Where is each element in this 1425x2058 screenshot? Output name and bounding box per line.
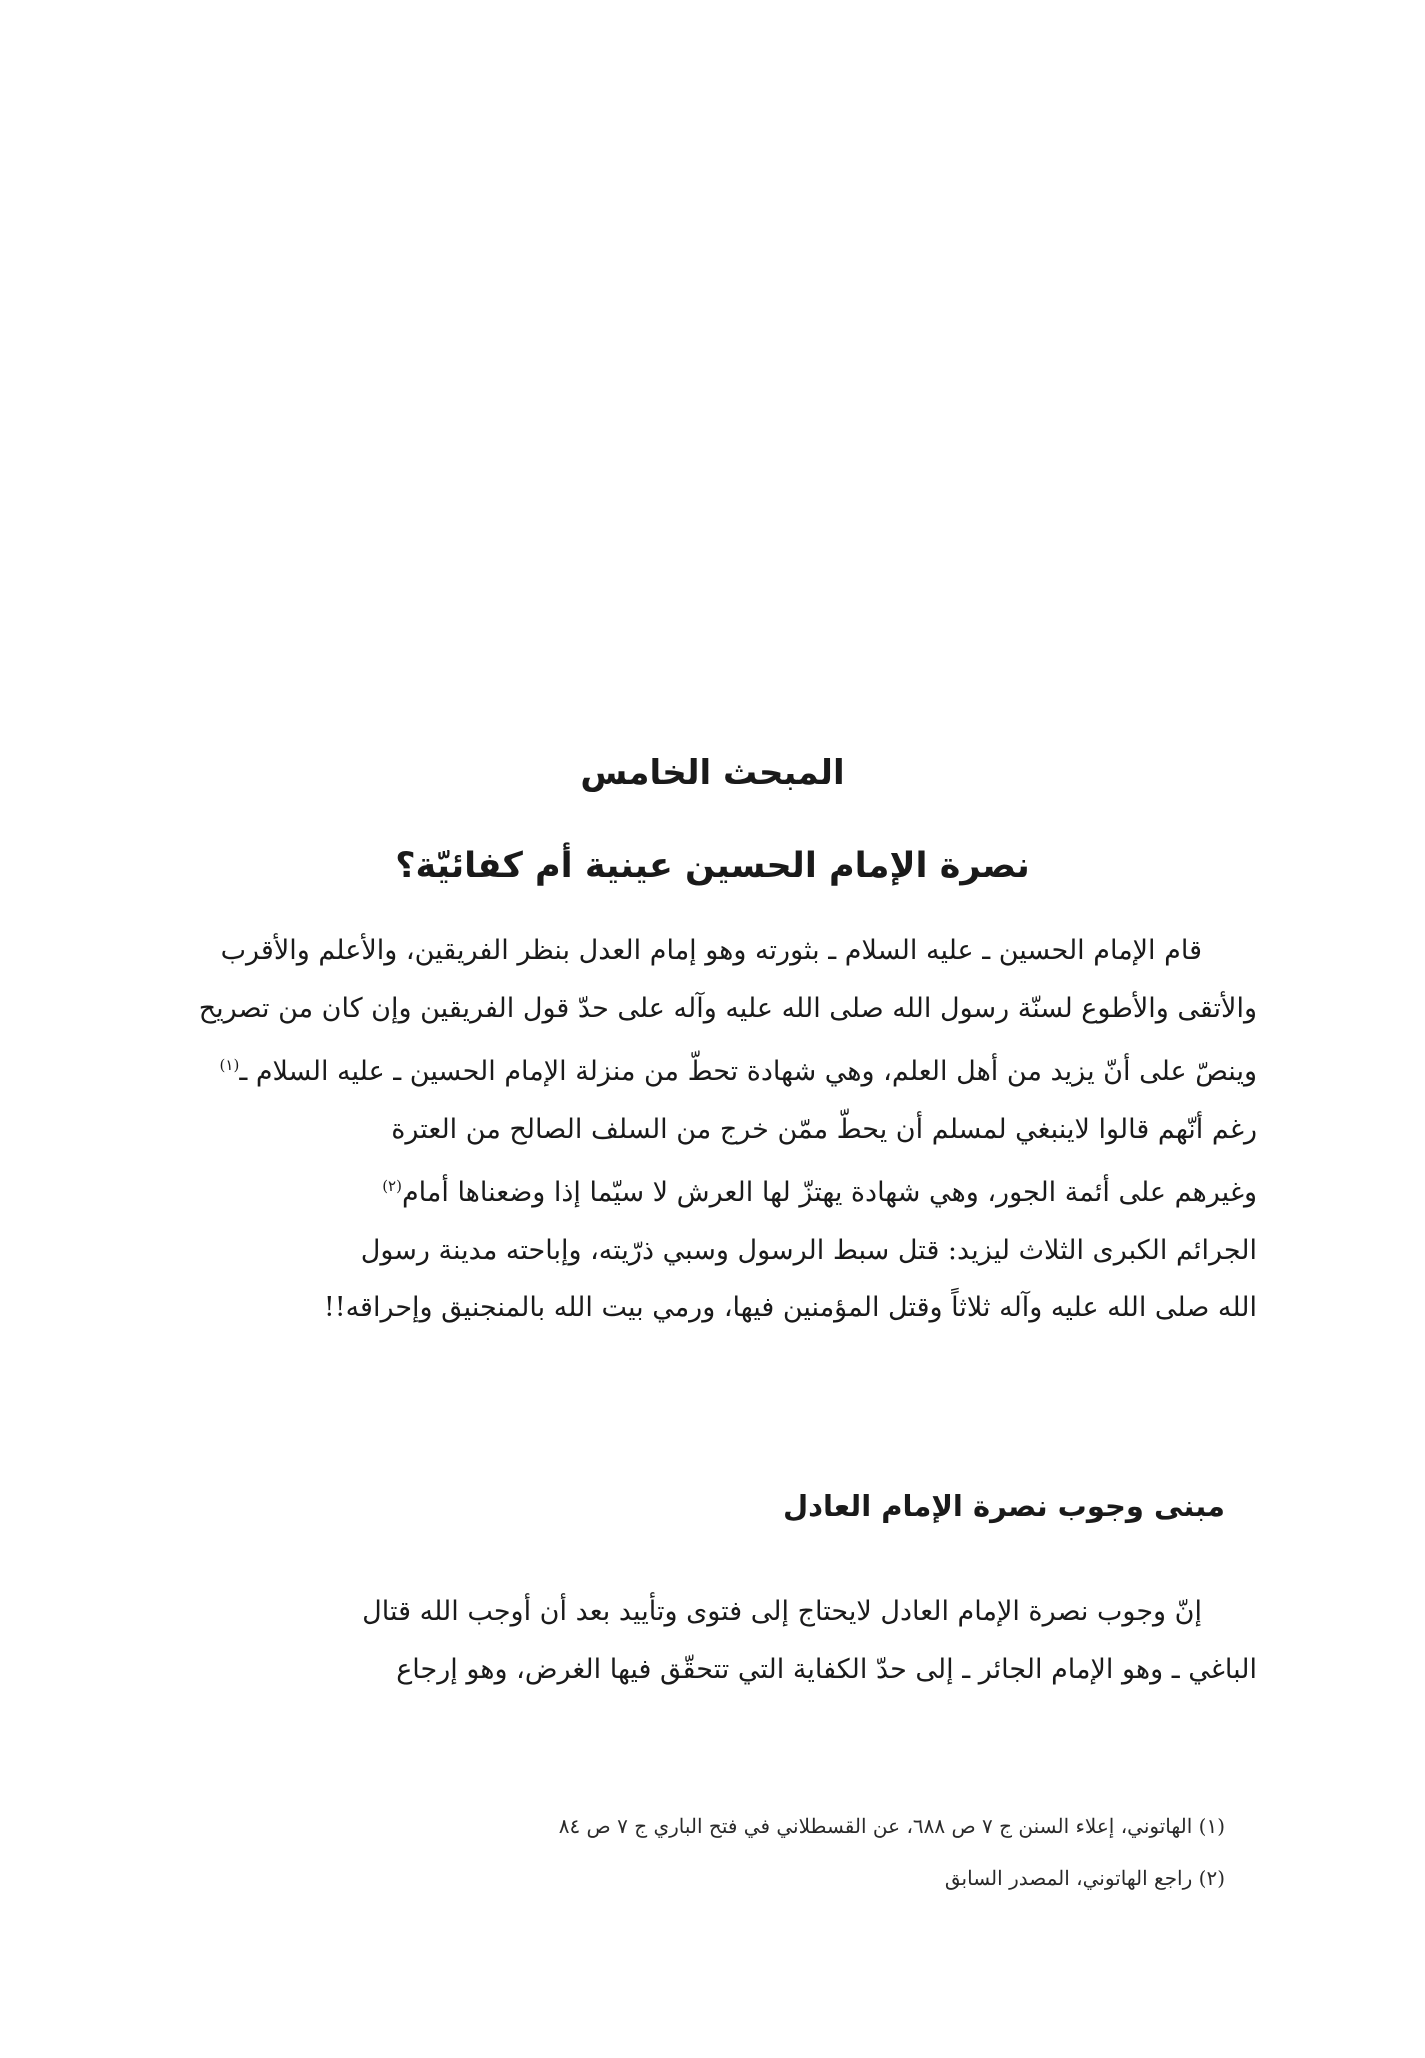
- text-line: إنّ وجوب نصرة الإمام العادل لايحتاج إلى فتوى وتأييد بعد أن أوجب الله قتال: [362, 1596, 1202, 1627]
- footnote-ref-1[interactable]: (١): [219, 1056, 240, 1074]
- text-line: [168, 1037, 1257, 1101]
- text-line-content: وينصّ على أنّ يزيد من أهل العلم، وهي شهادة تحطّ من منزلة الإمام الحسين ـ عليه السلام ـ: [239, 1056, 1257, 1087]
- chapter-title: المبحث الخامس: [580, 753, 845, 793]
- text-line: والأتقى والأطوع لسنّة رسول الله صلى الله عليه وآله على حدّ قول الفريقين وإن كان من تصريح: [198, 992, 1257, 1024]
- paragraph-1: [168, 922, 1257, 1337]
- footnotes: [168, 1800, 1225, 1904]
- paragraph-2: [168, 1583, 1257, 1698]
- text-line-content: وغيرهم على أئمة الجور، وهي شهادة يهتزّ لها العرش لا سيّما إذا وضعناها أمام: [401, 1177, 1257, 1208]
- footnote-2: (٢) راجع الهاتوني، المصدر السابق: [944, 1866, 1225, 1890]
- chapter-subtitle: نصرة الإمام الحسين عينية أم كفائيّة؟: [395, 846, 1030, 886]
- text-line: قام الإمام الحسين ـ عليه السلام ـ بثورته وهو إمام العدل بنظر الفريقين، والأعلم والأقرب: [220, 935, 1202, 966]
- footnote-1: (١) الهاتوني، إعلاء السنن ج ٧ ص ٦٨٨، عن القسطلاني في فتح الباري ج ٧ ص ٨٤: [558, 1814, 1225, 1838]
- text-line: الجرائم الكبرى الثلاث ليزيد: قتل سبط الرسول وسبي ذرّيته، وإباحته مدينة رسول: [360, 1234, 1257, 1266]
- text-line: الباغي ـ وهو الإمام الجائر ـ إلى حدّ الكفاية التي تتحقّق فيها الغرض، وهو إرجاع: [396, 1653, 1257, 1685]
- text-line: رغم أنّهم قالوا لاينبغي لمسلم أن يحطّ ممّن خرج من السلف الصالح من العترة: [391, 1113, 1257, 1145]
- text-line: [168, 1158, 1257, 1222]
- footnote-ref-2[interactable]: (٢): [382, 1177, 402, 1195]
- section-heading: مبنى وجوب نصرة الإمام العادل: [783, 1489, 1225, 1523]
- text-line: الله صلى الله عليه وآله ثلاثاً وقتل المؤمنين فيها، ورمي بيت الله بالمنجنيق وإحراقه!!: [323, 1292, 1257, 1323]
